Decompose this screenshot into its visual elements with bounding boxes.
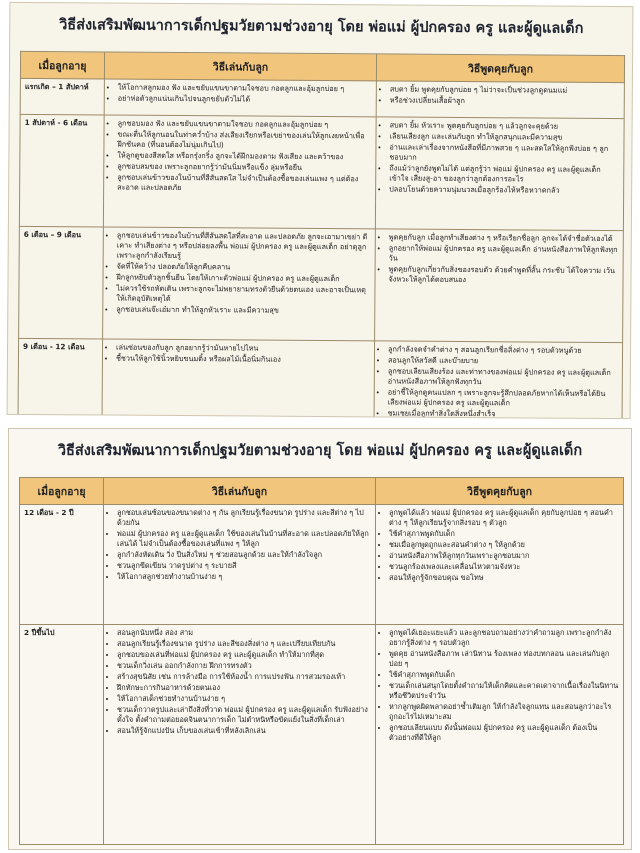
table-row	[20, 78, 624, 118]
list-item: • สอนลูกให้สวัสดี และบ๊ายบาย	[388, 355, 618, 367]
list-item: • สบตา ยิ้ม หัวเราะ พูดคุยกับลูกบ่อย ๆ แล้วลูกจะคุยด้วย	[390, 120, 620, 132]
list-item: • สอนลูกนับหนึ่ง สอง สาม	[117, 628, 371, 638]
age-cell: แรกเกิด – 1 สัปดาห์	[20, 78, 104, 115]
list-item: • พูดคุยกับลูกเกี่ยวกับสิ่งของรอบตัว ด้วยคำพูดที่สั้น กระชับ ได้ใจความ เว้นจังหวะให้ลูกได้ตอบสนอง	[388, 264, 618, 286]
list-item: • ลูกชอบสมของ เพราะลูกอยากรู้ว่ามันนิ่มหรือแข็ง ลุ่มหรือยืน	[117, 162, 371, 174]
play-cell	[104, 505, 376, 625]
list-item: • อย่าห่อตัวลูกแน่นเกินไปจนลูกขยับตัวไม่ได้	[118, 94, 372, 106]
list-item: • เล่นซ่อนของกับลูก ลูกอยากรู้ว่ามันหายไปไหน	[116, 343, 370, 355]
list-item: • อ่านหนังสือภาพให้ลูกทุกวันเพราะลูกชอบมาก	[389, 551, 619, 561]
table-row	[20, 505, 624, 625]
list-item: • สอนให้ลูกรู้จักขอบคุณ ขอโทษ	[389, 573, 619, 583]
list-item: • ลูกชอบเล่นข้าวของในบ้านที่สีสันสดใสที่สะอาด และปลอดภัย ลูกจะเอามาเขย่า ตี เคาะ ทำเสียงต่าง ๆ หรือปล่อยลงพื้น พ่อแม่ ผู้ปกครอง ครู และผู้ดูแลเด็ก อย่าดุลูก เพราะลูกกำลังเรียนรู้	[117, 231, 371, 263]
list-item: • ลูกชอบของเล่นที่พ่อแม่ ผู้ปกครอง ครู และผู้ดูแลเด็ก ทำให้มากที่สุด	[117, 650, 371, 660]
list-item: • ลูกชอบเล่นซ้อนของขนาดต่าง ๆ กัน ลูกเรียนรู้เรื่องขนาด รูปร่าง และสีต่าง ๆ ไปด้วยกัน	[117, 508, 371, 528]
list-item: • ฝึกลูกหยิบตัวลูกชิ้นยืน โดยให้เกาะตัวพ่อแม่ ผู้ปกครอง ครู และผู้ดูแลเด็ก	[116, 273, 370, 285]
list-item: • เลียนเสียงลูก และเล่นกับลูก ทำให้ลูกสนุกและมีความสุข	[389, 131, 619, 143]
list-item: • ลูกกำลังจดจำคำต่าง ๆ สอนลูกเรียกชื่อสิ่งต่าง ๆ รอบตัวหนูด้วย	[388, 344, 618, 356]
list-item: • สอนให้รู้จักแบ่งปัน เก็บของเล่นเข้าที่หลังเลิกเล่น	[117, 726, 371, 736]
bottom-poster	[8, 428, 632, 850]
age-cell: 6 เดือน – 9 เดือน	[19, 226, 104, 339]
list-item: • สบตา ยิ้ม พูดคุยกับลูกบ่อย ๆ ไม่ว่าจะเป็นช่วงลูกดูดนมแม่	[390, 84, 620, 96]
list-item: • ชมเมื่อลูกพูดถูกและสอนคำต่าง ๆ ให้ลูกด้วย	[389, 540, 619, 550]
list-item: • ให้โอกาสเด็กช่วยทำงานบ้านง่าย ๆ	[117, 694, 371, 704]
list-item: • ชวนเด็กเล่นสนุกโดยตั้งคำถามให้เด็กคิดและคาดเดาจากเนื้อเรื่องในนิทานหรือชีวิตประจำวัน	[389, 681, 619, 701]
list-item: • ปลอบโยนด้วยความนุ่มนวลเมื่อลูกร้องไห้หรือหวาดกลัว	[389, 184, 619, 196]
list-item: • ชวนเด็กวิ่งเล่น ออกกำลังกาย ฝึกการทรงตัว	[117, 661, 371, 671]
list-item: • อย่าชี้ให้ลูกดูคนแปลก ๆ เพราะลูกจะรู้สึกปลอดภัยหากได้เห็นหรือได้ยินเสียงพ่อแม่ ผู้ปกครอง ครู และผู้ดูแลเด็ก	[388, 387, 618, 409]
age-cell: 12 เดือน - 2 ปี	[20, 505, 104, 625]
list-item: • ลูกชอบเล่นข้าวของในบ้านที่สีสันสดใส ไม่จำเป็นต้องซื้อของเล่นแพง ๆ แต่ต้องสะอาด และปลอดภัย	[117, 173, 371, 195]
talk-cell	[375, 229, 624, 343]
list-item: • ลูกชอบเล่นจ๊ะเอ๋มาก ทำให้ลูกหัวเราะ และมีความสุข	[116, 305, 370, 317]
header-row	[20, 478, 624, 505]
list-item: • ลูกชอบเลียนเสียงร้อง และท่าทางของพ่อแม่ ผู้ปกครอง ครู และผู้ดูแลเด็ก อ่านหนังสือภาพให้ลูกฟังทุกวัน	[388, 366, 618, 388]
talk-cell	[376, 505, 624, 625]
list-item: • ให้โอกาสลูกช่วยทำงานบ้านง่าย ๆ	[117, 572, 371, 582]
list-item: • ใช้คำสุภาพพูดกับเด็ก	[389, 529, 619, 539]
table-row	[18, 338, 623, 419]
poster-title: วิธีส่งเสริมพัฒนาการเด็กปฐมวัยตามช่วงอายุ โดย พ่อแม่ ผู้ปกครอง ครู และผู้ดูแลเด็ก	[59, 17, 584, 37]
guide-table	[19, 477, 624, 845]
list-item: • ลูกพูดได้แล้ว พ่อแม่ ผู้ปกครอง ครู และผู้ดูแลเด็ก คุยกับลูกบ่อย ๆ สอนคำต่าง ๆ ให้ลูกเรียนรู้จากสิ่งรอบ ๆ ตัวลูก	[389, 508, 619, 528]
list-item: • ให้ลูกดูของสีสดใส หรือกรุ๋งกริ๋ง ลูกจะได้ฝึกมองตาม ฟังเสียง และคว้าของ	[117, 151, 371, 163]
header-talk: วิธีพูดคุยกับลูก	[376, 478, 624, 505]
list-item: • ชมเชยเมื่อลูกทำสิ่งใดสิ่งหนึ่งสำเร็จ	[388, 408, 618, 419]
header-talk: วิธีพูดคุยกับลูก	[376, 54, 624, 83]
list-item: • สร้างสุขนิสัย เช่น การล้างมือ การใช้ห้องน้ำ การแปรงฟัน การสวมรองเท้า	[117, 672, 371, 682]
list-item: • พูดคุยกับลูก เมื่อลูกทำเสียงต่าง ๆ หรือเรียกชื่อลูก ลูกจะได้จำชื่อตัวเองได้	[389, 232, 619, 244]
list-item: • ขณะตื่นให้ลูกนอนในท่าคว่ำบ้าง ส่งเสียงเรียกหรือเขย่าของเล่นให้ลูกเงยหน้าเพื่อฝึกชันคอ (ที่นอนต้องไม่นุ่มเกินไป)	[117, 130, 371, 152]
list-item: • หรือช่วงเปลี่ยนเสื้อผ้าลูก	[390, 95, 620, 107]
talk-cell	[376, 81, 624, 119]
header-row	[20, 51, 624, 82]
table-row	[19, 226, 624, 342]
list-item: • จัดที่ให้คว้าง ปลอดภัยให้ลูกคืบคลาน	[117, 262, 371, 274]
list-item: • ลูกกำลังหัดเดิน วิ่ง ปีนสิ่งใหม่ ๆ ช่วยสอนลูกด้วย และให้กำลังใจลูก	[117, 550, 371, 560]
talk-cell	[376, 625, 624, 845]
list-item: • พูดคุย อ่านหนังสือภาพ เล่านิทาน ร้องเพลง ท่องบทกลอน และเล่นกับลูกบ่อย ๆ	[389, 649, 619, 669]
talk-cell	[375, 117, 624, 231]
list-item: • สอนลูกเรียนรู้เรื่องขนาด รูปร่าง และสีของสิ่งต่าง ๆ และเปรียบเทียบกัน	[117, 639, 371, 649]
guide-table	[18, 51, 626, 419]
play-cell	[103, 115, 376, 229]
table-row	[20, 625, 624, 845]
table-row	[19, 114, 624, 230]
play-cell	[102, 339, 375, 419]
talk-cell	[374, 341, 623, 419]
list-item: • ชวนลูกร้องเพลงและเคลื่อนไหวตามจังหวะ	[389, 562, 619, 572]
top-poster	[7, 2, 634, 419]
list-item: • ให้โอกาสลูกมอง ฟัง และขยับแขนขาตามใจชอบ กอดลูกและอุ้มลูกบ่อย ๆ	[118, 83, 372, 95]
age-cell: 1 สัปดาห์ - 6 เดือน	[19, 114, 104, 227]
list-item: • ใช้คำสุภาพพูดกับเด็ก	[389, 670, 619, 680]
list-item: • อ่านและเล่าเรื่องจากหนังสือที่มีภาพสวย ๆ และสดใสให้ลูกฟังบ่อย ๆ ลูกชอบมาก	[389, 142, 619, 164]
header-age: เมื่อลูกอายุ	[20, 478, 104, 505]
header-play: วิธีเล่นกับลูก	[104, 52, 376, 81]
list-item: • ถึงแม้ว่าลูกยังพูดไม่ได้ แต่ลูกรู้ว่า พ่อแม่ ผู้ปกครอง ครู และผู้ดูแลเด็กเข้าใจ เสียงสู-อา ของลูกว่าลูกต้องการอะไร	[389, 163, 619, 185]
list-item: • ชวนลูกขีดเขียน วาดรูปต่าง ๆ ระบายสี	[117, 561, 371, 571]
poster-title: วิธีส่งเสริมพัฒนาการเด็กปฐมวัยตามช่วงอายุ โดย พ่อแม่ ผู้ปกครอง ครู และผู้ดูแลเด็ก	[57, 443, 583, 459]
list-item: • ไม่ควรใช้รถหัดเดิน เพราะลูกจะไม่พยายามทรงตัวยืนด้วยตนเอง และอาจเป็นเหตุให้เกิดอุบัติเหตุได้	[116, 284, 370, 306]
list-item: • ชวนเด็กวาดรูปและเล่าถึงสิ่งที่วาด พ่อแม่ ผู้ปกครอง ครู และผู้ดูแลเด็ก รับฟังอย่างตั้งใจ ตั้งคำถามต่อยอดจินตนาการเด็ก ไม่ตำหนิหรือขัดแย้งในสิ่งที่เด็กเล่า	[117, 705, 371, 725]
list-item: • ลูกชอบมอง ฟัง และขยับแขนขาตามใจชอบ กอดลูกและอุ้มลูกบ่อย ๆ	[118, 119, 372, 131]
play-cell	[104, 625, 376, 845]
list-item: • พ่อแม่ ผู้ปกครอง ครู และผู้ดูแลเด็ก ใช้ของเล่นในบ้านที่สะอาด และปลอดภัยให้ลูกเล่นได้ ไม่จำเป็นต้องซื้อของเล่นที่แพง ๆ ให้ลูก	[117, 529, 371, 549]
list-item: • ฝึกทักษะการกินอาหารด้วยตนเอง	[117, 683, 371, 693]
play-cell	[103, 227, 376, 341]
list-item: • ลูกชอบเลียนแบบ ดังนั้นพ่อแม่ ผู้ปกครอง ครู และผู้ดูแลเด็ก ต้องเป็นตัวอย่างที่ดีให้ลูก	[389, 723, 619, 743]
list-item: • ลูกพูดได้เยอะแยะแล้ว และลูกชอบถามอย่างว่าคำถามลูก เพราะลูกกำลังอยากรู้สิ่งต่าง ๆ รอบตัวลูก	[389, 628, 619, 648]
list-item: • ชี้ชวนให้ลูกใช้นิ้วหยิบขนมดิ้ง หรือผลไม้เนื้อนิ่มกินเอง	[116, 354, 370, 366]
age-cell: 9 เดือน - 12 เดือน	[18, 338, 103, 419]
header-age: เมื่อลูกอายุ	[20, 51, 104, 79]
list-item: • ลูกอยากให้พ่อแม่ ผู้ปกครอง ครู และผู้ดูแลเด็ก อ่านหนังสือภาพให้ลูกฟังทุกวัน	[389, 243, 619, 265]
list-item: • หากลูกพูดผิดพลาดอย่าซ้ำเติมลูก ให้กำลังใจลูกแทน และสอนลูกว่าอะไรถูกอะไรไม่เหมาะสม	[389, 702, 619, 722]
play-cell	[104, 79, 376, 117]
age-cell: 2 ปีขึ้นไป	[20, 625, 104, 845]
header-play: วิธีเล่นกับลูก	[104, 478, 376, 505]
